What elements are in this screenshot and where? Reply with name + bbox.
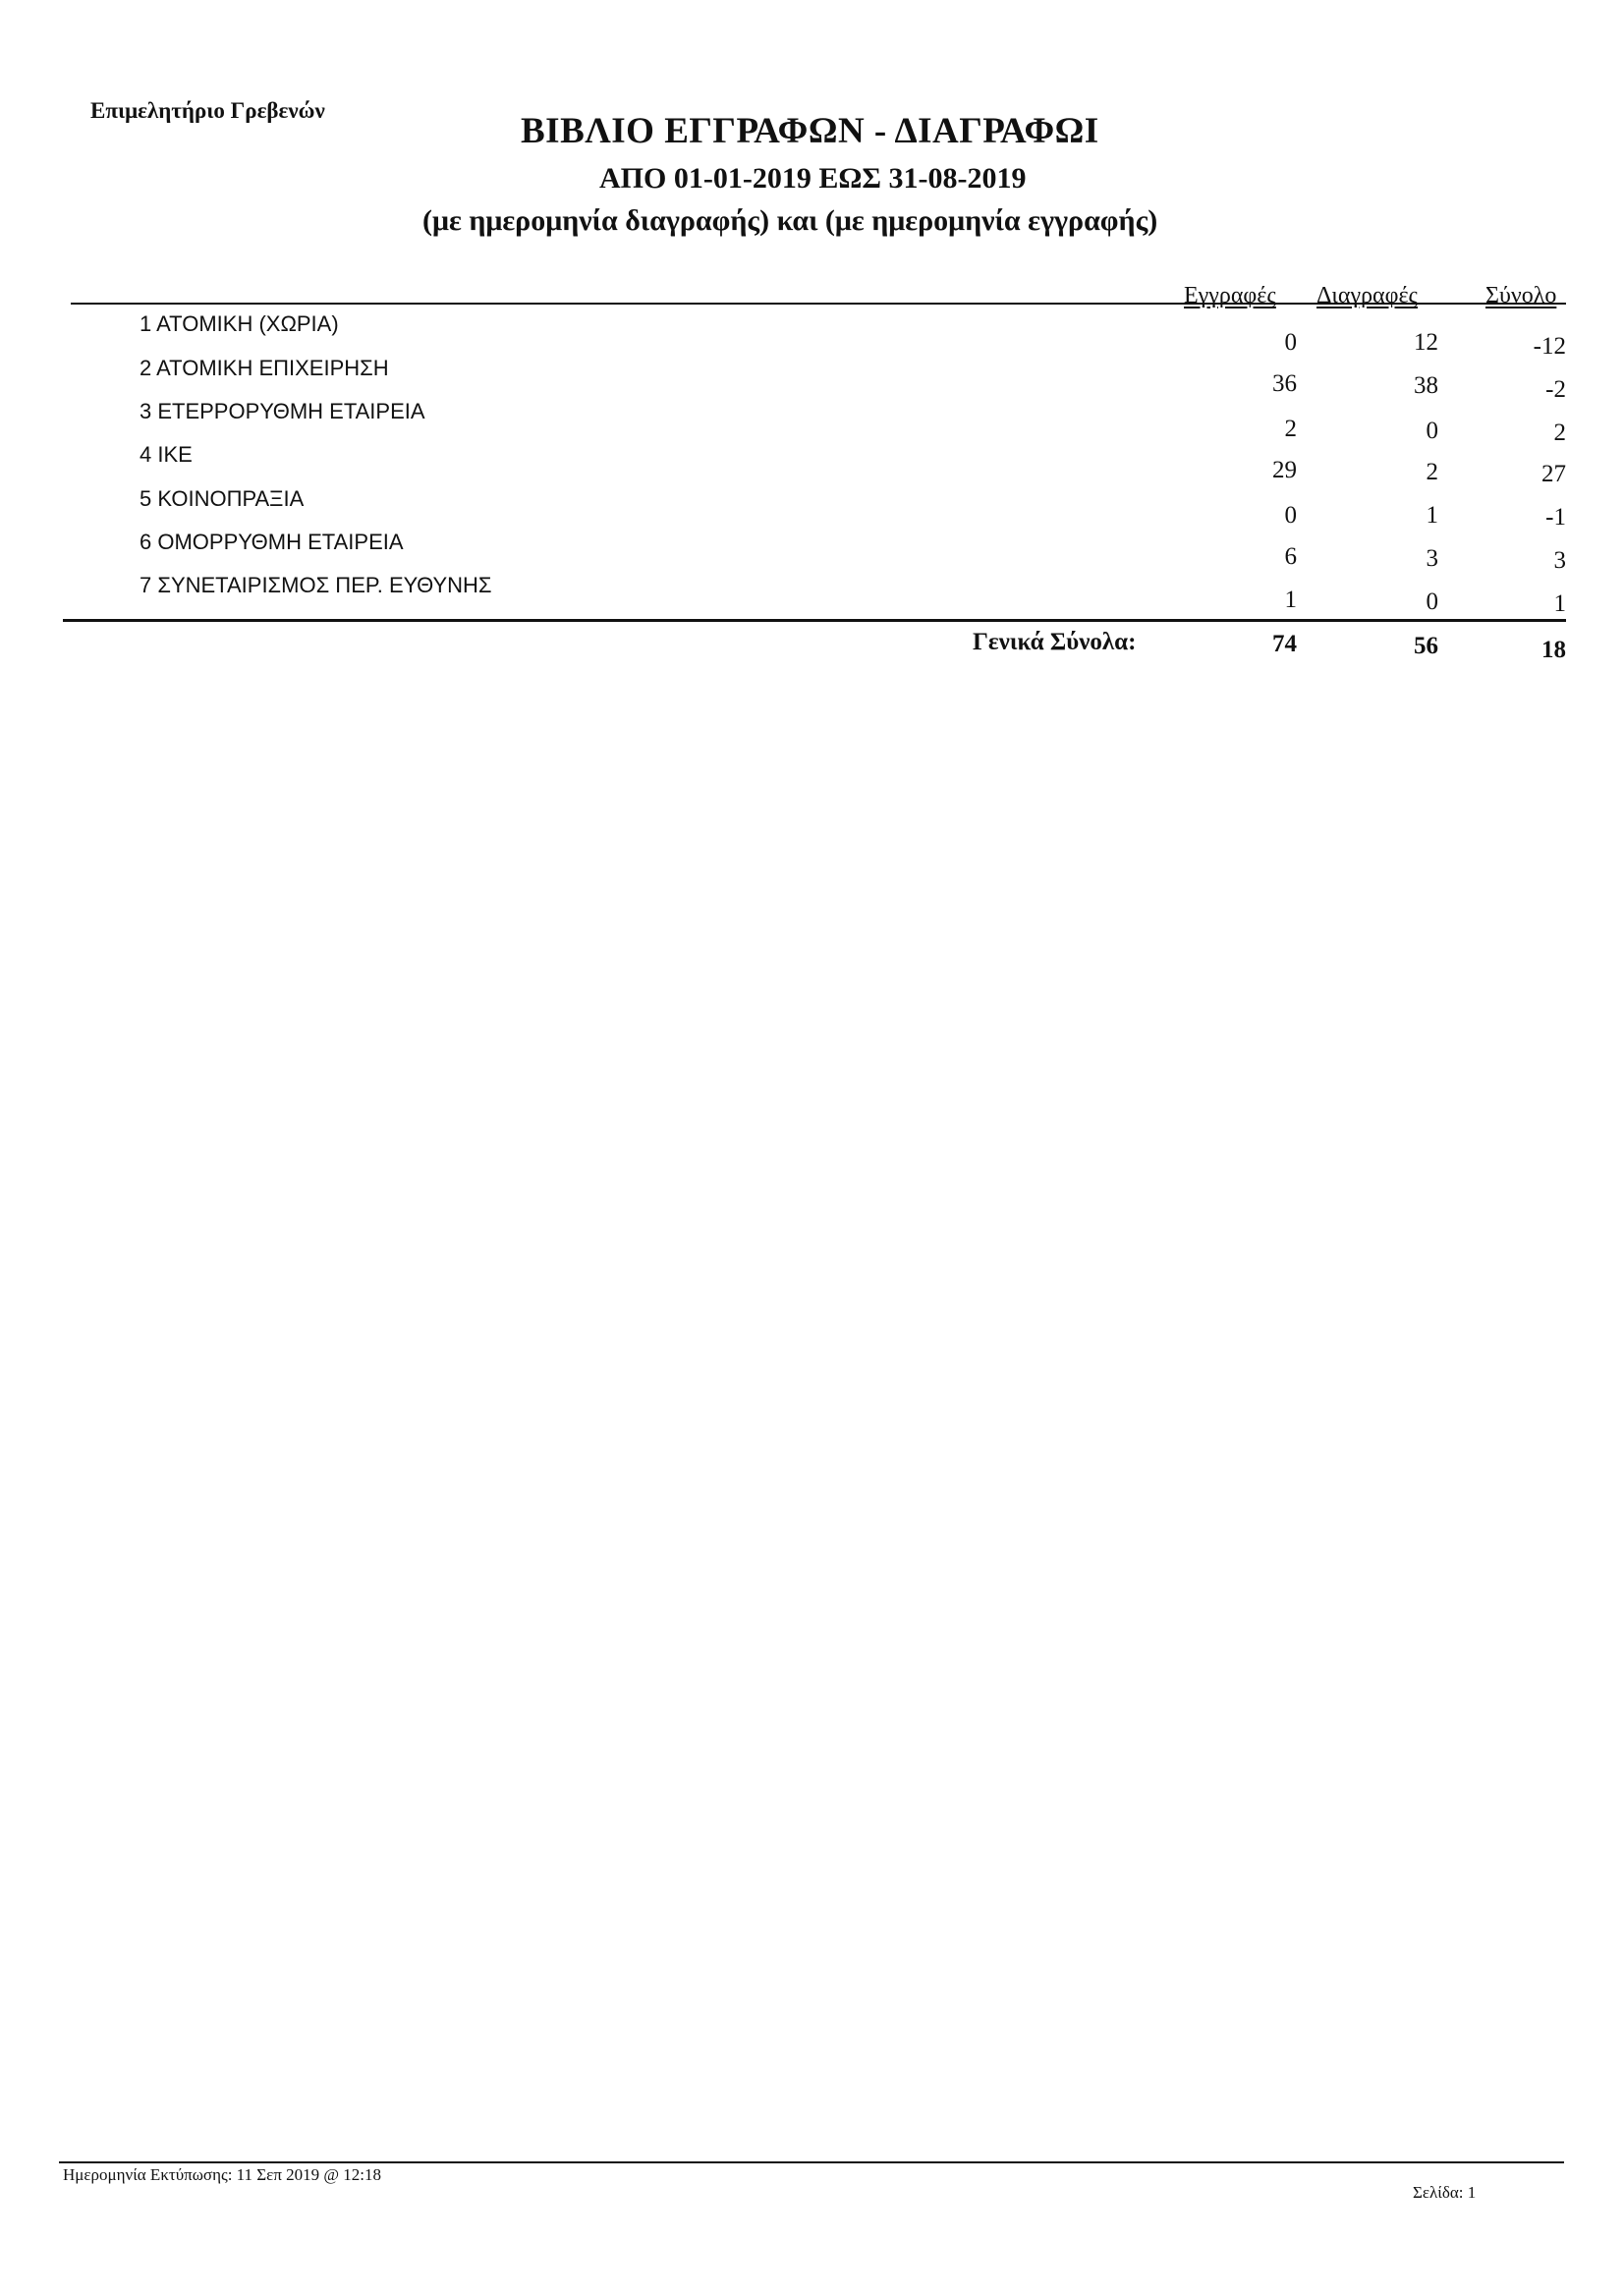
row-label: 6 ΟΜΟΡΡΥΘΜΗ ΕΤΑΙΡΕΙΑ <box>140 530 404 554</box>
row-label: 4 ΙΚΕ <box>140 442 193 467</box>
cell-total: 1 <box>1553 590 1566 617</box>
cell-total: -12 <box>1533 333 1566 360</box>
row-label: 5 ΚΟΙΝΟΠΡΑΞΙΑ <box>140 486 305 511</box>
report-period: ΑΠΟ 01-01-2019 ΕΩΣ 31-08-2019 <box>599 162 1027 195</box>
totals-rule <box>63 619 1566 622</box>
row-label: 2 ΑΤΟΜΙΚΗ ΕΠΙΧΕΙΡΗΣΗ <box>140 356 389 380</box>
cell-total: 27 <box>1541 461 1566 487</box>
cell-deletions: 3 <box>1426 545 1438 572</box>
cell-total: 2 <box>1553 420 1566 446</box>
grand-total-registrations: 74 <box>1272 631 1297 657</box>
grand-total-deletions: 56 <box>1414 633 1438 659</box>
column-header-deletions: Διαγραφές <box>1316 283 1419 308</box>
report-criteria: (με ημερομηνία διαγραφής) και (με ημερομηνία εγγραφής) <box>422 204 1158 237</box>
cell-deletions: 1 <box>1426 502 1438 529</box>
cell-total: -2 <box>1545 376 1566 403</box>
row-label: 7 ΣΥΝΕΤΑΙΡΙΣΜΟΣ ΠΕΡ. ΕΥΘΥΝΗΣ <box>140 573 492 597</box>
row-label: 1 ΑΤΟΜΙΚΗ (ΧΩΡΙΑ) <box>140 311 339 336</box>
organization-name: Επιμελητήριο Γρεβενών <box>90 98 325 123</box>
cell-deletions: 0 <box>1426 588 1438 615</box>
row-label: 3 ΕΤΕΡΡΟΡΥΘΜΗ ΕΤΑΙΡΕΙΑ <box>140 399 425 423</box>
grand-total: 18 <box>1541 637 1566 663</box>
grand-totals-label: Γενικά Σύνολα: <box>973 629 1137 655</box>
cell-registrations: 36 <box>1272 370 1297 397</box>
column-header-total: Σύνολο <box>1485 283 1557 308</box>
cell-deletions: 12 <box>1414 329 1438 356</box>
cell-total: 3 <box>1553 547 1566 574</box>
footer-rule <box>59 2161 1564 2163</box>
cell-deletions: 38 <box>1414 372 1438 399</box>
cell-registrations: 1 <box>1284 587 1297 613</box>
cell-registrations: 2 <box>1284 416 1297 442</box>
cell-deletions: 2 <box>1426 459 1438 485</box>
cell-registrations: 29 <box>1272 457 1297 483</box>
column-header-registrations: Εγγραφές <box>1184 283 1276 308</box>
print-date: Ημερομηνία Εκτύπωσης: 11 Σεπ 2019 @ 12:18 <box>63 2165 382 2184</box>
page-number: Σελίδα: 1 <box>1413 2183 1477 2202</box>
cell-deletions: 0 <box>1426 418 1438 444</box>
cell-registrations: 6 <box>1284 543 1297 570</box>
cell-total: -1 <box>1545 504 1566 531</box>
report-title: ΒΙΒΛΙΟ ΕΓΓΡΑΦΩΝ - ΔΙΑΓΡΑΦΩΙ <box>521 111 1099 151</box>
cell-registrations: 0 <box>1284 329 1297 356</box>
cell-registrations: 0 <box>1284 502 1297 529</box>
